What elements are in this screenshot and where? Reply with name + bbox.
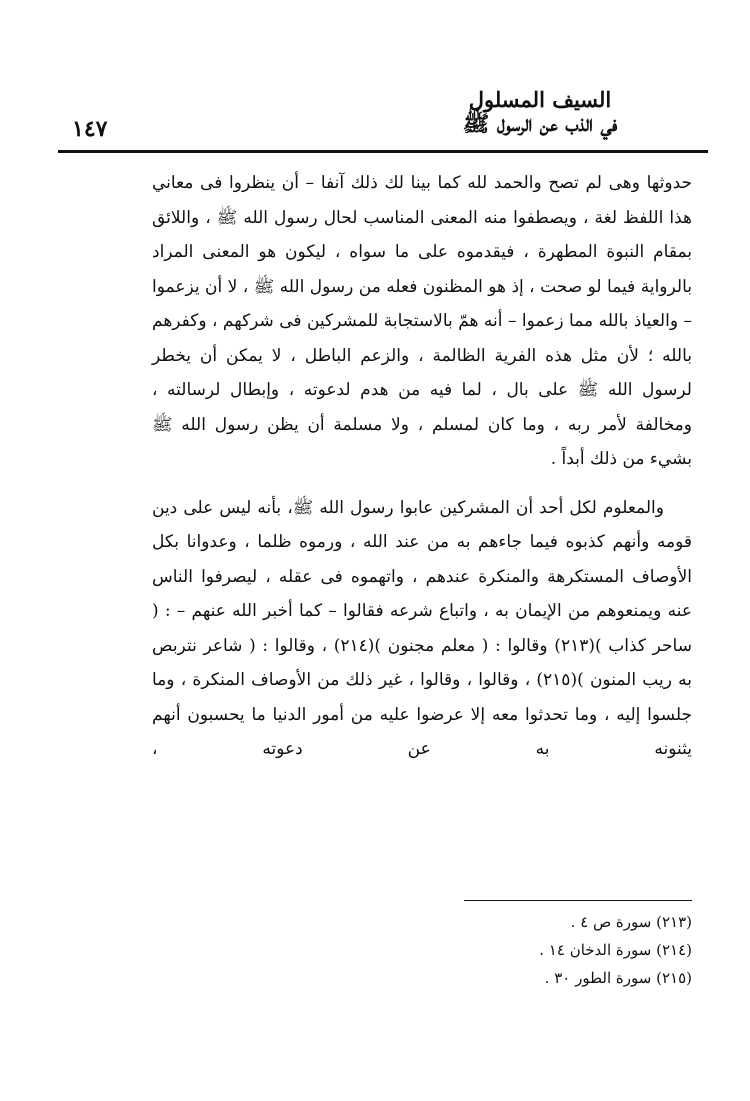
- paragraph-2: والمعلوم لكل أحد أن المشركين عابوا رسول الله ﷺ، بأنه ليس على دين قومه وأنهم كذبوه فيما جاءهم به من عند الله ، ورموه ظلما ، وعدوانا بكل الأوصاف المستكرهة والمنكرة عندهم ، واتهموه فى عقله ، ليصرفوا الناس عنه ويمنعوهم من الإيمان به ، واتباع شرعه فقالوا – كما أخبر الله عنهم – : ( ساحر كذاب )(٢١٣) وقالوا : ( معلم مجنون )(٢١٤) ، وقالوا : ( شاعر نتربص به ريب المنون )(٢١٥) ، وقالوا ، وقالوا ، غير ذلك من الأوصاف المنكرة ، وما جلسوا إليه ، وما تحدثوا معه إلا عرضوا عليه من أمور الدنيا ما يحسبون أنهم يثنونه به عن دعوته ،: [152, 497, 692, 759]
- paragraph-1: حدوثها وهى لم تصح والحمد لله كما بينا لك ذلك آنفا – أن ينظروا فى معاني هذا اللفظ لغة ، ويصطفوا منه المعنى المناسب لحال رسول الله ﷺ ، واللائق بمقام النبوة المطهرة ، فيقدموه على ما سواه ، ليكون هو المعنى المراد بالرواية فيما لو صحت ، إذ هو المظنون فعله من رسول الله ﷺ ، لا أن يزعموا – والعياذ بالله مما زعموا – أنه همّ بالاستجابة للمشركين فى شركهم ، وكفرهم بالله ؛ لأن مثل هذه الفرية الظالمة ، والزعم الباطل ، لا يمكن أن يخطر لرسول الله ﷺ على بال ، لما فيه من هدم لدعوته ، وإبطال لرسالته ، ومخالفة لأمر ربه ، وما كان لمسلم ، ولا مسلمة أن يظن رسول الله ﷺ بشيء من ذلك أبداً .: [152, 173, 692, 469]
- body-text: [152, 166, 692, 767]
- header-rule: [58, 150, 708, 153]
- footnote-214: (٢١٤) سورة الدخان ١٤ .: [539, 941, 692, 959]
- footnote-rule: [464, 900, 692, 901]
- footnote-213: (٢١٣) سورة ص ٤ .: [570, 913, 692, 931]
- footnotes: [392, 908, 692, 992]
- page-number: ١٤٧: [72, 116, 108, 142]
- running-title-line1: السيف المسلول: [468, 87, 612, 112]
- running-title-line2: في الذب عن الرسول ﷺ: [462, 111, 618, 138]
- running-title: [430, 88, 650, 137]
- footnote-215: (٢١٥) سورة الطور ٣٠ .: [544, 969, 692, 987]
